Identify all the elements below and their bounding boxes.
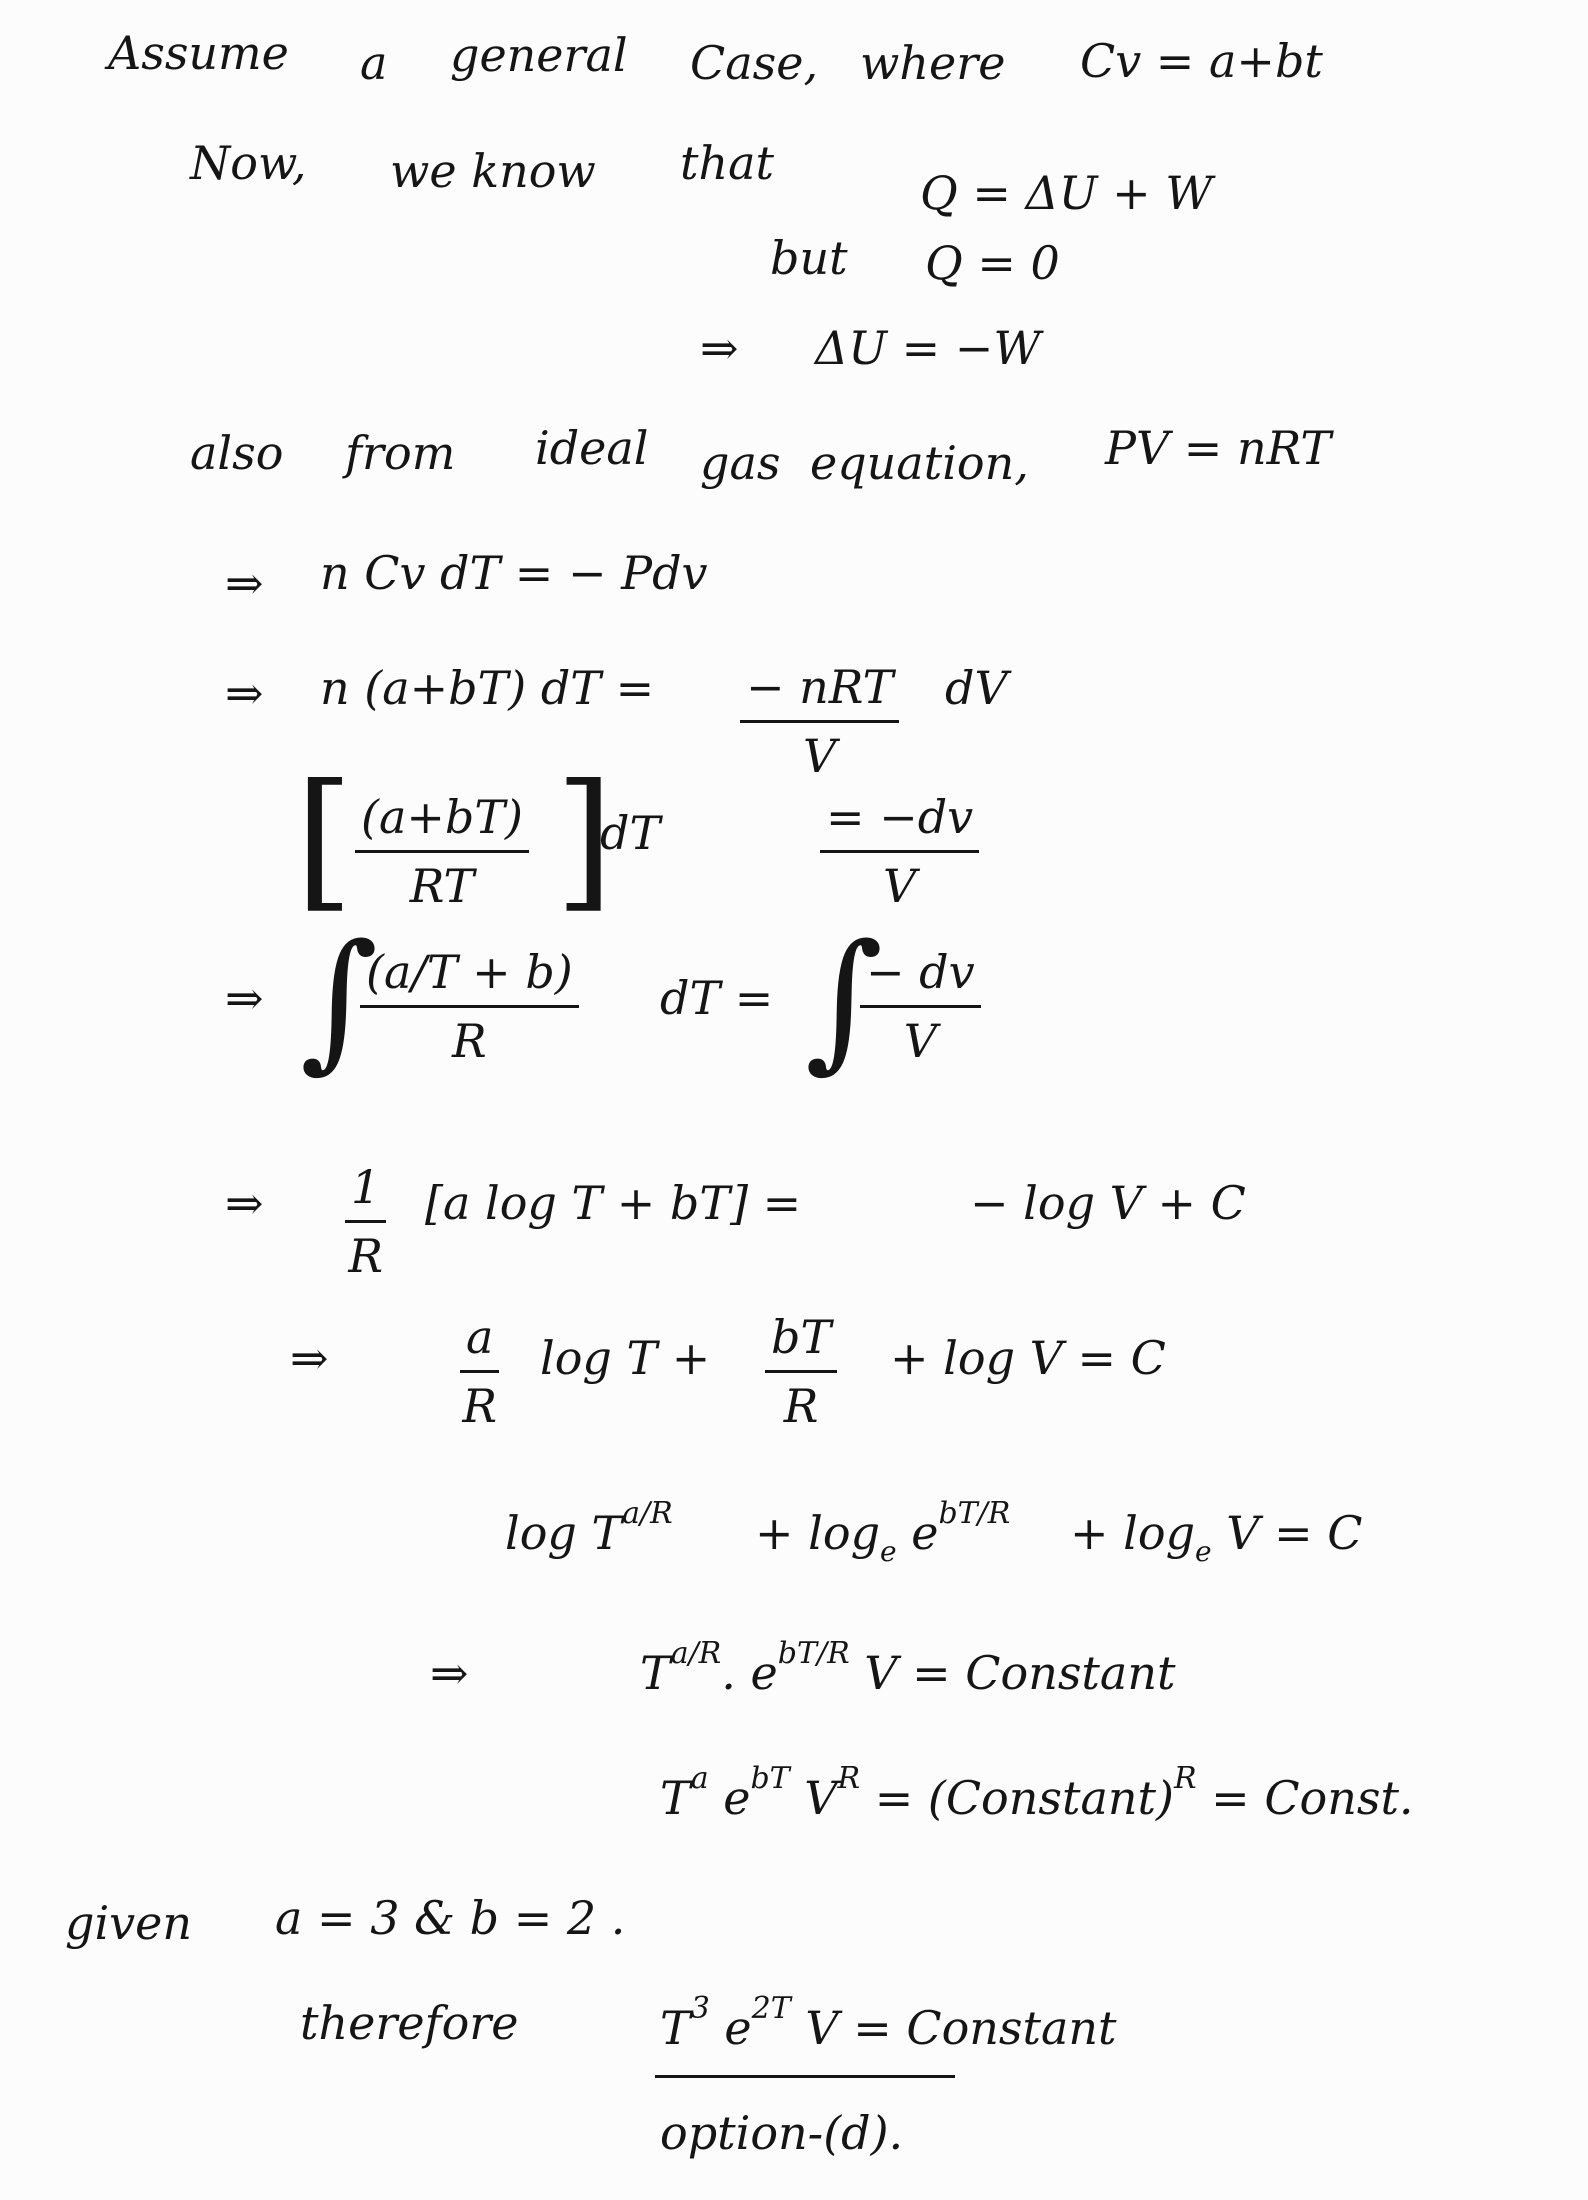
times-e: . e	[721, 1646, 778, 1700]
fraction-denominator: R	[783, 1379, 819, 1433]
exponent-3: 3	[690, 1991, 710, 2026]
plus-log-text: + log	[1070, 1506, 1196, 1560]
fraction-numerator: (a+bT)	[355, 790, 529, 853]
exponent-bt-over-r: bT/R	[777, 1636, 850, 1671]
euler-e: e	[724, 2001, 752, 2055]
exponent-2t: 2T	[751, 1991, 791, 2026]
answer-option: option-(d).	[660, 2106, 904, 2160]
answer-underline	[655, 2075, 955, 2078]
log-e-exp-term	[755, 1496, 1011, 1568]
fraction-numerator: a	[460, 1310, 499, 1373]
exponent-bt-over-r: bT/R	[938, 1496, 1011, 1531]
exponent-a-over-r: a/R	[622, 1496, 673, 1531]
exponent-r: R	[837, 1761, 861, 1796]
word-therefore: therefore	[300, 1996, 519, 2050]
minus-dv-over-v-fraction	[820, 790, 979, 913]
log-t-text: log T	[505, 1506, 623, 1560]
exponent-a: a	[690, 1761, 709, 1796]
a-over-r-fraction	[460, 1310, 499, 1433]
final-relation	[660, 1991, 1117, 2055]
integrated-rhs: − log V + C	[970, 1176, 1246, 1230]
v-equals-constant: V = Constant	[864, 1646, 1176, 1700]
word-gas: gas	[700, 436, 781, 490]
word-now: Now,	[190, 136, 307, 190]
fraction-numerator: bT	[765, 1310, 837, 1373]
raised-to-r-form	[660, 1761, 1414, 1825]
word-equation: equation,	[810, 436, 1029, 490]
implies-arrow: ⇒	[225, 1176, 264, 1230]
implies-arrow: ⇒	[225, 556, 264, 610]
word-ideal: ideal	[535, 421, 649, 475]
word-given: given	[65, 1896, 192, 1950]
fraction-denominator: R	[348, 1229, 383, 1283]
energy-work-relation: n Cv dT = − Pdv	[320, 546, 708, 600]
fraction-numerator: − nRT	[740, 660, 899, 723]
integral-sign: ∫	[805, 913, 884, 1087]
fraction-numerator: (a/T + b)	[360, 945, 579, 1008]
v-equals-c: V = C	[1226, 1506, 1363, 1560]
word-assume: Assume	[108, 26, 289, 80]
fraction-numerator: 1	[345, 1160, 386, 1223]
log-v-equals-c: + log V = C	[890, 1331, 1166, 1385]
given-values: a = 3 & b = 2 .	[275, 1891, 626, 1945]
word-from: from	[345, 426, 456, 480]
left-bracket: [	[295, 753, 354, 927]
equals-const: = Const.	[1211, 1771, 1414, 1825]
word-case: Case,	[690, 36, 819, 90]
v-equals-constant: V = Constant	[805, 2001, 1117, 2055]
word-where: where	[860, 36, 1006, 90]
fraction-denominator: R	[452, 1014, 487, 1068]
implies-arrow: ⇒	[700, 321, 739, 375]
v-base: V	[804, 1771, 838, 1825]
bt-over-r-fraction	[765, 1310, 837, 1433]
word-a: a	[360, 36, 388, 90]
euler-e: e	[911, 1506, 939, 1560]
log-t-power-term	[505, 1496, 673, 1560]
fraction-denominator: RT	[409, 859, 475, 913]
right-bracket: ]	[555, 753, 614, 927]
implies-arrow: ⇒	[290, 1331, 329, 1385]
t-base: T	[660, 1771, 691, 1825]
word-general: general	[450, 28, 628, 82]
ideal-gas-law: PV = nRT	[1105, 421, 1332, 475]
fraction-denominator: V	[803, 729, 837, 783]
log-base-e: e	[1195, 1535, 1212, 1568]
exponent-r: R	[1173, 1761, 1197, 1796]
word-but: but	[770, 231, 848, 285]
fraction-denominator: R	[462, 1379, 498, 1433]
exponent-bt: bT	[750, 1761, 790, 1796]
log-base-e: e	[880, 1535, 897, 1568]
t-base: T	[660, 2001, 691, 2055]
t-base: T	[640, 1646, 671, 1700]
nrt-over-v-fraction	[740, 660, 899, 783]
plus-log-text: + log	[755, 1506, 881, 1560]
dt-equals: dT =	[660, 971, 774, 1025]
a-over-t-plus-b-over-r-fraction	[360, 945, 579, 1068]
integral-sign: ∫	[300, 913, 379, 1087]
first-law-equation: Q = ΔU + W	[920, 166, 1213, 220]
du-equals-minus-w: ΔU = −W	[815, 321, 1041, 375]
fraction-denominator: V	[882, 859, 917, 913]
log-v-term	[1070, 1506, 1363, 1568]
a-bt-over-rt-fraction	[355, 790, 529, 913]
differential-dv: dV	[945, 661, 1008, 715]
q-zero: Q = 0	[925, 236, 1060, 290]
fraction-numerator: − dv	[860, 945, 981, 1008]
differential-dt: dT	[600, 806, 661, 860]
log-t-plus: log T +	[540, 1331, 711, 1385]
word-also: also	[190, 426, 284, 480]
integrated-lhs: [a log T + bT] =	[425, 1176, 802, 1230]
fraction-numerator: = −dv	[820, 790, 979, 853]
cv-definition: Cv = a+bt	[1080, 34, 1323, 88]
word-that: that	[680, 136, 775, 190]
one-over-r-fraction	[345, 1160, 386, 1283]
equals-constant: = (Constant)	[874, 1771, 1174, 1825]
exponent-a-over-r: a/R	[670, 1636, 722, 1671]
minus-dv-over-v-fraction	[860, 945, 981, 1068]
implies-arrow: ⇒	[430, 1646, 469, 1700]
word-we-know: we know	[390, 144, 596, 198]
implies-arrow: ⇒	[225, 971, 264, 1025]
implies-arrow: ⇒	[225, 666, 264, 720]
euler-e: e	[723, 1771, 751, 1825]
fraction-denominator: V	[903, 1014, 937, 1068]
substituted-lhs: n (a+bT) dT =	[320, 661, 655, 715]
exponential-form	[640, 1636, 1176, 1700]
